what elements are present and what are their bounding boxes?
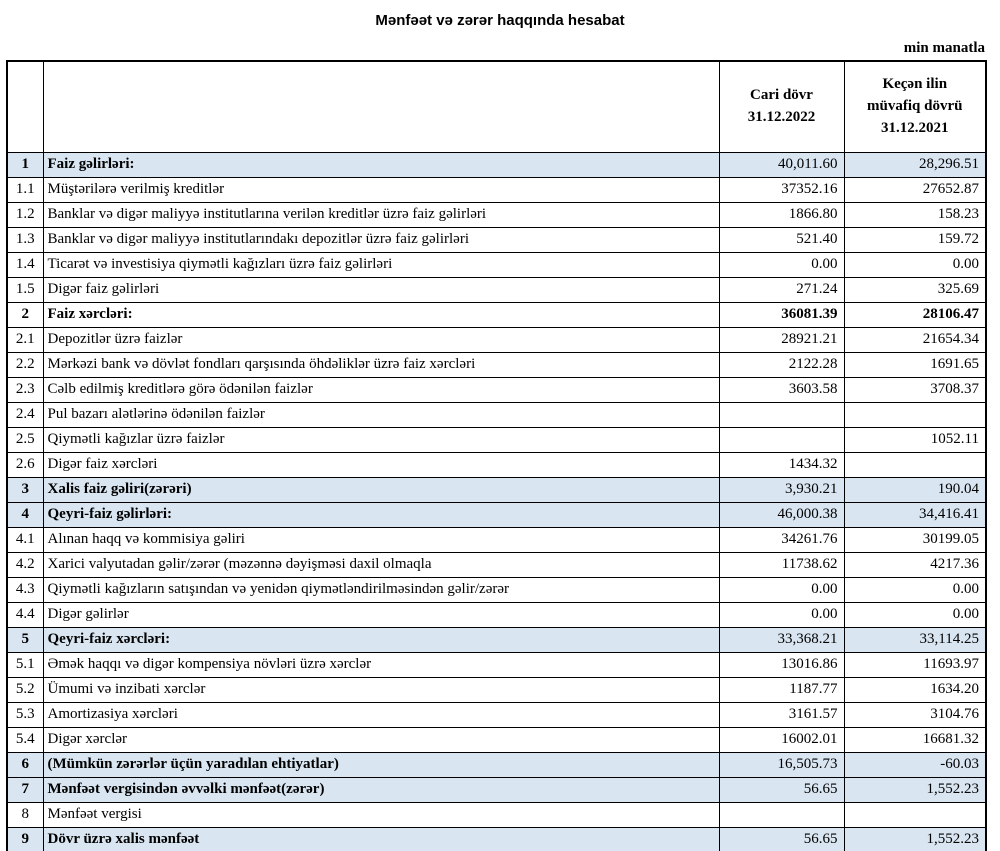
value-previous: 0.00 [844, 602, 986, 627]
row-number: 2.2 [7, 352, 43, 377]
row-number: 4.1 [7, 527, 43, 552]
row-description: Cəlb edilmiş kreditlərə görə ödənilən faizlər [43, 377, 719, 402]
col-header-number [7, 61, 43, 152]
row-description: Qiymətli kağızların satışından və yenidən qiymətləndirilməsindən gəlir/zərər [43, 577, 719, 602]
row-description: Xarici valyutadan gəlir/zərər (məzənnə dəyişməsi daxil olmaqla [43, 552, 719, 577]
table-row [7, 227, 986, 252]
col-header-previous-line2: müvafiq dövrü [867, 97, 963, 114]
col-header-description [43, 61, 719, 152]
row-number: 1 [7, 152, 43, 177]
value-previous: 159.72 [844, 227, 986, 252]
row-description: Müştərilərə verilmiş kreditlər [43, 177, 719, 202]
table-row [7, 252, 986, 277]
page-title: Mənfəət və zərər haqqında hesabat [375, 12, 625, 29]
table-row [7, 327, 986, 352]
value-previous: 190.04 [844, 477, 986, 502]
col-header-current-line1: Cari dövr [750, 87, 813, 103]
row-description: Amortizasiya xərcləri [43, 702, 719, 727]
table-row [7, 827, 986, 851]
table-row [7, 502, 986, 527]
row-description: Ticarət və investisiya qiymətli kağızları üzrə faiz gəlirləri [43, 252, 719, 277]
header-row [7, 61, 986, 152]
value-current: 40,011.60 [719, 152, 844, 177]
value-previous: 158.23 [844, 202, 986, 227]
value-previous: 11693.97 [844, 652, 986, 677]
value-current: 36081.39 [719, 302, 844, 327]
value-current: 13016.86 [719, 652, 844, 677]
row-number: 4.4 [7, 602, 43, 627]
table-row [7, 177, 986, 202]
value-current: 16002.01 [719, 727, 844, 752]
value-previous: -60.03 [844, 752, 986, 777]
table-row [7, 402, 986, 427]
value-previous: 33,114.25 [844, 627, 986, 652]
row-number: 1.3 [7, 227, 43, 252]
table-row [7, 152, 986, 177]
row-number: 2.4 [7, 402, 43, 427]
table-row [7, 802, 986, 827]
value-current [719, 802, 844, 827]
row-description: Qeyri-faiz xərcləri: [43, 627, 719, 652]
income-statement-table [6, 60, 987, 851]
col-header-current-line2: 31.12.2022 [747, 108, 816, 125]
table-row [7, 427, 986, 452]
row-description: (Mümkün zərərlər üçün yaradılan ehtiyatlar) [43, 752, 719, 777]
row-number: 9 [7, 827, 43, 851]
row-number: 1.1 [7, 177, 43, 202]
value-previous: 3708.37 [844, 377, 986, 402]
value-current: 1866.80 [719, 202, 844, 227]
row-number: 6 [7, 752, 43, 777]
table-row [7, 302, 986, 327]
value-current: 3161.57 [719, 702, 844, 727]
row-number: 5.1 [7, 652, 43, 677]
row-number: 4.2 [7, 552, 43, 577]
value-current: 37352.16 [719, 177, 844, 202]
col-header-previous-line1: Keçən ilin [882, 76, 948, 93]
value-current: 16,505.73 [719, 752, 844, 777]
value-current: 3603.58 [719, 377, 844, 402]
value-current: 1187.77 [719, 677, 844, 702]
row-description: Alınan haqq və kommisiya gəliri [43, 527, 719, 552]
value-previous: 0.00 [844, 252, 986, 277]
table-row [7, 627, 986, 652]
row-description: Faiz gəlirləri: [43, 152, 719, 177]
table-body [7, 152, 986, 851]
table-row [7, 652, 986, 677]
row-description: Digər faiz gəlirləri [43, 277, 719, 302]
row-number: 5.4 [7, 727, 43, 752]
value-previous: 28106.47 [844, 302, 986, 327]
table-row [7, 202, 986, 227]
row-description: Faiz xərcləri: [43, 302, 719, 327]
value-previous [844, 402, 986, 427]
row-description: Depozitlər üzrə faizlər [43, 327, 719, 352]
value-current: 34261.76 [719, 527, 844, 552]
value-previous: 0.00 [844, 577, 986, 602]
table-row [7, 752, 986, 777]
value-current [719, 427, 844, 452]
value-previous: 21654.34 [844, 327, 986, 352]
row-number: 5.3 [7, 702, 43, 727]
row-description: Əmək haqqı və digər kompensiya növləri üzrə xərclər [43, 652, 719, 677]
row-number: 1.4 [7, 252, 43, 277]
value-current: 3,930.21 [719, 477, 844, 502]
value-current: 521.40 [719, 227, 844, 252]
row-description: Pul bazarı alətlərinə ödənilən faizlər [43, 402, 719, 427]
row-description: Digər xərclər [43, 727, 719, 752]
value-previous: 30199.05 [844, 527, 986, 552]
value-previous: 27652.87 [844, 177, 986, 202]
table-row [7, 602, 986, 627]
value-previous: 325.69 [844, 277, 986, 302]
row-number: 3 [7, 477, 43, 502]
value-previous: 1,552.23 [844, 827, 986, 851]
value-previous: 4217.36 [844, 552, 986, 577]
table-row [7, 277, 986, 302]
value-previous: 1634.20 [844, 677, 986, 702]
row-number: 2.1 [7, 327, 43, 352]
value-previous: 1052.11 [844, 427, 986, 452]
table-row [7, 352, 986, 377]
value-current: 271.24 [719, 277, 844, 302]
row-number: 5 [7, 627, 43, 652]
col-header-previous-period [844, 61, 986, 152]
value-current: 56.65 [719, 827, 844, 851]
row-number: 2.5 [7, 427, 43, 452]
table-row [7, 452, 986, 477]
value-current: 2122.28 [719, 352, 844, 377]
row-number: 2 [7, 302, 43, 327]
value-previous: 1691.65 [844, 352, 986, 377]
col-header-previous-line3: 31.12.2021 [881, 119, 949, 136]
value-previous: 3104.76 [844, 702, 986, 727]
row-number: 2.6 [7, 452, 43, 477]
value-current: 0.00 [719, 577, 844, 602]
row-number: 4 [7, 502, 43, 527]
row-description: Mənfəət vergisindən əvvəlki mənfəət(zərər) [43, 777, 719, 802]
value-previous: 34,416.41 [844, 502, 986, 527]
row-description: Xalis faiz gəliri(zərəri) [43, 477, 719, 502]
row-description: Banklar və digər maliyyə institutlarındakı depozitlər üzrə faiz gəlirləri [43, 227, 719, 252]
value-previous [844, 802, 986, 827]
value-previous: 16681.32 [844, 727, 986, 752]
row-number: 5.2 [7, 677, 43, 702]
row-description: Mənfəət vergisi [43, 802, 719, 827]
row-description: Mərkəzi bank və dövlət fondları qarşısında öhdəliklər üzrə faiz xərcləri [43, 352, 719, 377]
value-current: 11738.62 [719, 552, 844, 577]
row-number: 8 [7, 802, 43, 827]
value-previous: 28,296.51 [844, 152, 986, 177]
table-row [7, 777, 986, 802]
table-row [7, 477, 986, 502]
row-description: Ümumi və inzibati xərclər [43, 677, 719, 702]
col-header-current-period [719, 61, 844, 152]
value-previous [844, 452, 986, 477]
row-number: 1.2 [7, 202, 43, 227]
table-row [7, 377, 986, 402]
table-row [7, 727, 986, 752]
table-row [7, 702, 986, 727]
row-number: 4.3 [7, 577, 43, 602]
table-row [7, 577, 986, 602]
value-current: 46,000.38 [719, 502, 844, 527]
row-number: 1.5 [7, 277, 43, 302]
value-previous: 1,552.23 [844, 777, 986, 802]
unit-label: min manatla [903, 40, 985, 56]
row-description: Digər gəlirlər [43, 602, 719, 627]
table-row [7, 527, 986, 552]
value-current: 0.00 [719, 252, 844, 277]
row-description: Banklar və digər maliyyə institutlarına verilən kreditlər üzrə faiz gəlirləri [43, 202, 719, 227]
row-description: Qiymətli kağızlar üzrə faizlər [43, 427, 719, 452]
row-number: 7 [7, 777, 43, 802]
value-current: 33,368.21 [719, 627, 844, 652]
value-current: 0.00 [719, 602, 844, 627]
row-description: Qeyri-faiz gəlirləri: [43, 502, 719, 527]
table-row [7, 552, 986, 577]
table-row [7, 677, 986, 702]
value-current [719, 402, 844, 427]
value-current: 56.65 [719, 777, 844, 802]
row-description: Digər faiz xərcləri [43, 452, 719, 477]
value-current: 1434.32 [719, 452, 844, 477]
row-description: Dövr üzrə xalis mənfəət [43, 827, 719, 851]
value-current: 28921.21 [719, 327, 844, 352]
row-number: 2.3 [7, 377, 43, 402]
